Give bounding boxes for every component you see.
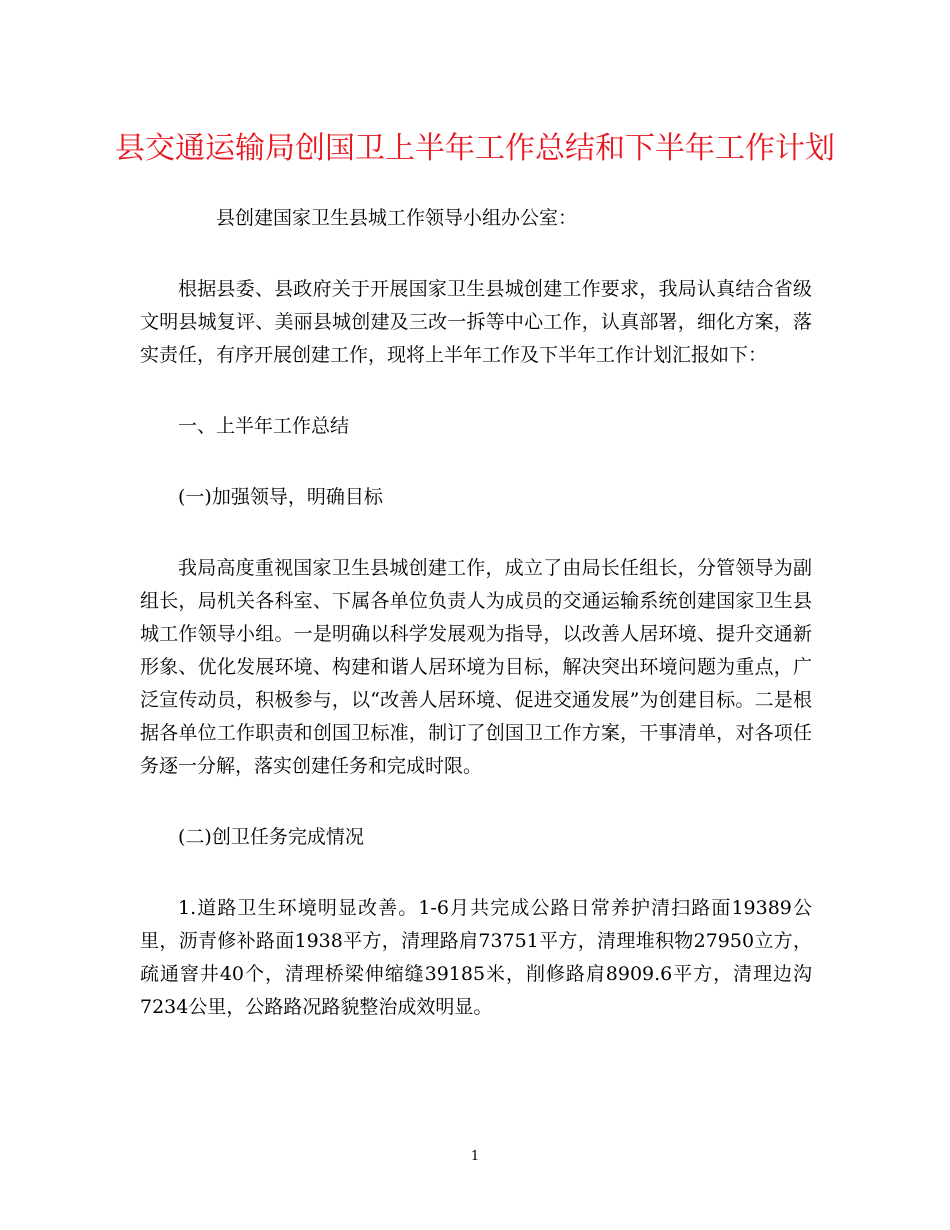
salutation: 县创建国家卫生县城工作领导小组办公室： — [216, 207, 578, 229]
body-paragraph: 我局高度重视国家卫生县城创建工作，成立了由局长任组长，分管领导为副组长，局机关各科室、下属各单位负责人为成员的交通运输系统创建国家卫生县城工作领导小组。一是明确以科学发展观为指导，以改善人居环境、提升交通新形象、优化发展环境、构建和谐人居环境为目标，解决突出环境问题为重点，广泛宣传动员，积极参与，以“改善人居环境、促进交通发展”为创建目标。二是根据各单位工作职责和创国卫标准，制订了创国卫工作方案，干事清单，对各项任务逐一分解，落实创建任务和完成时限。 — [140, 557, 812, 777]
intro-paragraph: 根据县委、县政府关于开展国家卫生县城创建工作要求，我局认真结合省级文明县城复评、美丽县城创建及三改一拆等中心工作，认真部署，细化方案，落实责任，有序开展创建工作，现将上半年工作及下半年工作计划汇报如下： — [140, 278, 812, 366]
paragraph-gap — [140, 854, 812, 892]
paragraph-gap — [140, 372, 812, 410]
paragraph-gap — [140, 443, 812, 481]
subsection-heading: (一)加强领导，明确目标 — [178, 486, 383, 508]
page-number: 1 — [470, 1149, 480, 1164]
paragraph-gap — [140, 235, 812, 273]
body-paragraph: 1.道路卫生环境明显改善。1-6月共完成公路日常养护清扫路面19389公里，沥青修补路面1938平方，清理路肩73751平方，清理堆积物27950立方，疏通窨井40个，清理桥梁伸缩缝39185米，削修路肩8909.6平方，清理边沟7234公里，公路路况路貌整治成效明显。 — [140, 897, 812, 1018]
document-body — [140, 202, 812, 1024]
paragraph-gap — [140, 514, 812, 552]
section-heading: 一、上半年工作总结 — [178, 415, 350, 437]
subsection-heading: (二)创卫任务完成情况 — [178, 826, 364, 848]
document-title: 县交通运输局创国卫上半年工作总结和下半年工作计划 — [115, 131, 835, 166]
paragraph-gap — [140, 783, 812, 821]
